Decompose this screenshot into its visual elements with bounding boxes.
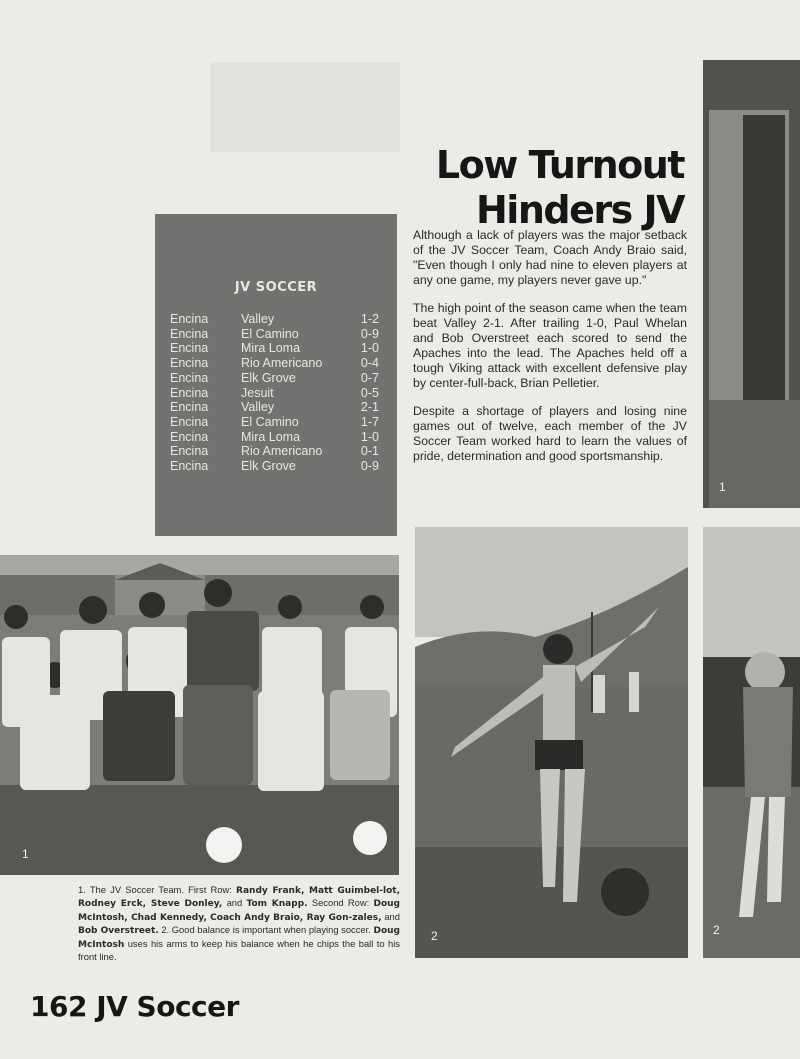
score-team: Encina (170, 459, 209, 473)
caption-text: uses his arms to keep his balance when he chips the ball to his front line. (78, 937, 400, 963)
score-opponent: Elk Grove (241, 370, 296, 385)
score-opponent: Jesuit (241, 385, 274, 400)
caption-names: Tom Knapp. (246, 899, 308, 910)
score-row (155, 444, 397, 459)
score-result: 1-0 (360, 429, 379, 444)
score-row (155, 371, 397, 386)
score-opponent: Valley (241, 312, 275, 326)
score-opponent: El Camino (241, 326, 299, 341)
caption-text: and (381, 910, 400, 922)
score-row (155, 386, 397, 401)
photo-number: 2 (713, 923, 720, 937)
score-row (155, 459, 397, 474)
article-body (413, 228, 687, 477)
score-result: 1-2 (360, 312, 379, 326)
score-result: 0-5 (360, 385, 379, 400)
score-opponent: Elk Grove (241, 459, 296, 473)
score-result: 0-9 (360, 326, 379, 341)
score-team: Encina (170, 385, 209, 400)
right-bottom-photo-image (703, 527, 800, 958)
score-result: 0-9 (360, 459, 379, 473)
score-team: Encina (170, 400, 209, 415)
page-folio (30, 990, 239, 1023)
score-opponent: Mira Loma (241, 429, 301, 444)
right-top-photo-image (703, 60, 800, 508)
score-result: 1-7 (360, 414, 379, 429)
body-paragraph: Although a lack of players was the major setback of the JV Soccer Team, Coach Andy Braio said, "Even though I only had nine to eleven players at any one game, my players never gave up." (413, 228, 687, 287)
caption-names: Doug McIntosh, Chad Kennedy, Coach Andy Braio, Ray Gon-zales, (78, 899, 401, 923)
photo-number: 1 (719, 480, 726, 494)
scoreboard-title: JV SOCCER (234, 280, 318, 295)
score-team: Encina (170, 444, 209, 459)
caption-text: Second Row: (307, 897, 374, 909)
score-team: Encina (170, 429, 209, 444)
caption-names: Bob Overstreet. (78, 926, 159, 937)
section-name: JV Soccer (96, 990, 239, 1023)
score-row (155, 327, 397, 342)
body-paragraph: Despite a shortage of players and losing nine games out of twelve, each member of the JV Soccer Team worked hard to learn the values of pride, determination and good sportsmanship. (413, 404, 687, 463)
team-photo-image (0, 555, 399, 875)
scoreboard-panel (155, 214, 397, 536)
caption-text: 2. Good balance is important when playing soccer. (158, 924, 374, 936)
score-team: Encina (170, 356, 209, 371)
caption-names: Doug McIntosh (78, 926, 400, 950)
score-result: 0-7 (360, 370, 379, 385)
score-team: Encina (170, 414, 209, 429)
score-opponent: El Camino (241, 414, 299, 429)
headline-line-2: Hinders JV (476, 188, 684, 232)
score-row (155, 415, 397, 430)
score-opponent: Mira Loma (241, 341, 301, 356)
score-result: 0-4 (360, 356, 379, 371)
score-row (155, 356, 397, 371)
caption-names: Randy Frank, Matt Guimbel-lot, Rodney Erck, Steve Donley, (78, 886, 400, 910)
caption-text: 1. The JV Soccer Team. First Row: (78, 884, 237, 895)
kick-photo-image (415, 527, 688, 958)
score-opponent: Rio Americano (241, 444, 323, 459)
score-result: 0-1 (360, 444, 379, 459)
score-team: Encina (170, 312, 209, 326)
score-team: Encina (170, 370, 209, 385)
score-row (155, 400, 397, 415)
score-result: 2-1 (360, 400, 379, 415)
team-photo (0, 555, 399, 875)
right-bottom-photo (703, 527, 800, 958)
score-opponent: Valley (241, 400, 275, 415)
photo-number: 2 (431, 929, 438, 943)
article-headline (436, 143, 684, 233)
page-number: 162 (30, 990, 87, 1023)
score-row (155, 341, 397, 356)
kick-photo (415, 527, 688, 958)
photo-number: 1 (22, 847, 29, 861)
score-opponent: Rio Americano (241, 356, 323, 371)
headline-line-1: Low Turnout (435, 143, 684, 187)
photo-caption (78, 884, 400, 963)
score-result: 1-0 (360, 341, 379, 356)
bleed-through-shape (210, 62, 400, 152)
caption-text: and (222, 897, 247, 909)
score-row (155, 430, 397, 445)
body-paragraph: The high point of the season came when the team beat Valley 2-1. After trailing 1-0, Paul Whelan and Bob Overstreet each scored to send the Apaches into the lead. The Apaches held off a tough Viking attack with excellent defensive play by center-full-back, Brian Pelletier. (413, 301, 687, 390)
score-team: Encina (170, 326, 209, 341)
right-top-photo (703, 60, 800, 508)
score-row (155, 312, 397, 327)
score-team: Encina (170, 341, 209, 356)
